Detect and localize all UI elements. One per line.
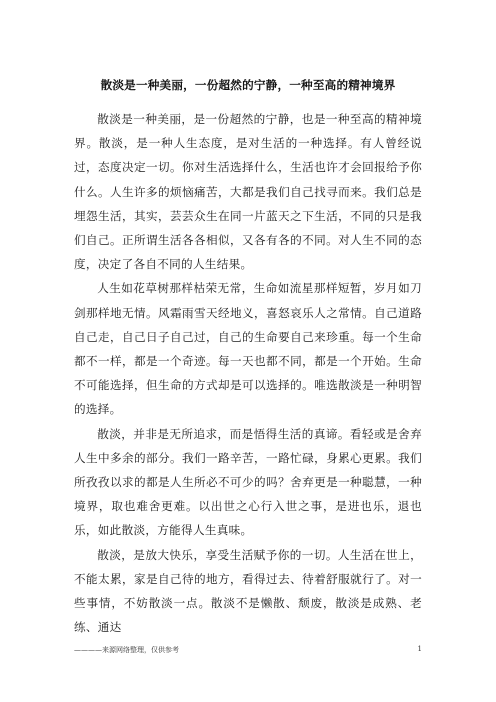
paragraph-2: 人生如花草树那样枯荣无常，生命如流星那样短暂，岁月如刀剑那样地无情。风霜雨雪天经地义，喜怒哀乐人之常情。自己道路自己走，自己日子自己过，自己的生命要自己来珍重。每一个生命都不一样，都是一个奇迹。每一天也都不同，都是一个开始。生命不可能选择，但生命的方式却是可以选择的。唯选散淡是一种明智的选择。 xyxy=(74,281,422,417)
document-title: 散淡是一种美丽，一份超然的宁静，一种至高的精神境界 xyxy=(100,78,396,92)
page-footer xyxy=(74,645,422,659)
paragraph-3: 散淡，并非是无所追求，而是悟得生活的真谛。看轻或是舍弃人生中多余的部分。我们一路辛苦，一路忙碌，身累心更累。我们所孜孜以求的都是人生所必不可少的吗？舍弃更是一种聪慧，一种境界，取也难舍更难。以出世之心行入世之事，是进也乐，退也乐，如此散淡，方能得人生真味。 xyxy=(74,426,422,538)
footer-source-note: ————来源网络整理，仅供参考 xyxy=(74,646,179,654)
document-body xyxy=(74,107,422,639)
paragraph-1: 散淡是一种美丽，是一份超然的宁静，也是一种至高的精神境界。散淡，是一种人生态度，是对生活的一种选择。有人曾经说过，态度决定一切。你对生活选择什么，生活也许才会回报给予你什么。人生许多的烦恼痛苦，大都是我们自己找寻而来。我们总是埋怨生活，其实，芸芸众生在同一片蓝天之下生活，不同的只是我们自己。正所谓生活各各相似，又各有各的不同。对人生不同的态度，决定了各自不同的人生结果。 xyxy=(74,112,422,272)
paragraph-4: 散淡，是放大快乐，享受生活赋予你的一切。人生活在世上，不能太累，家是自己待的地方，看得过去、待着舒服就行了。对一些事情，不妨散淡一点。散淡不是懒散、颓废，散淡是成熟、老练、通达 xyxy=(74,547,422,635)
page-number: 1 xyxy=(417,645,422,653)
